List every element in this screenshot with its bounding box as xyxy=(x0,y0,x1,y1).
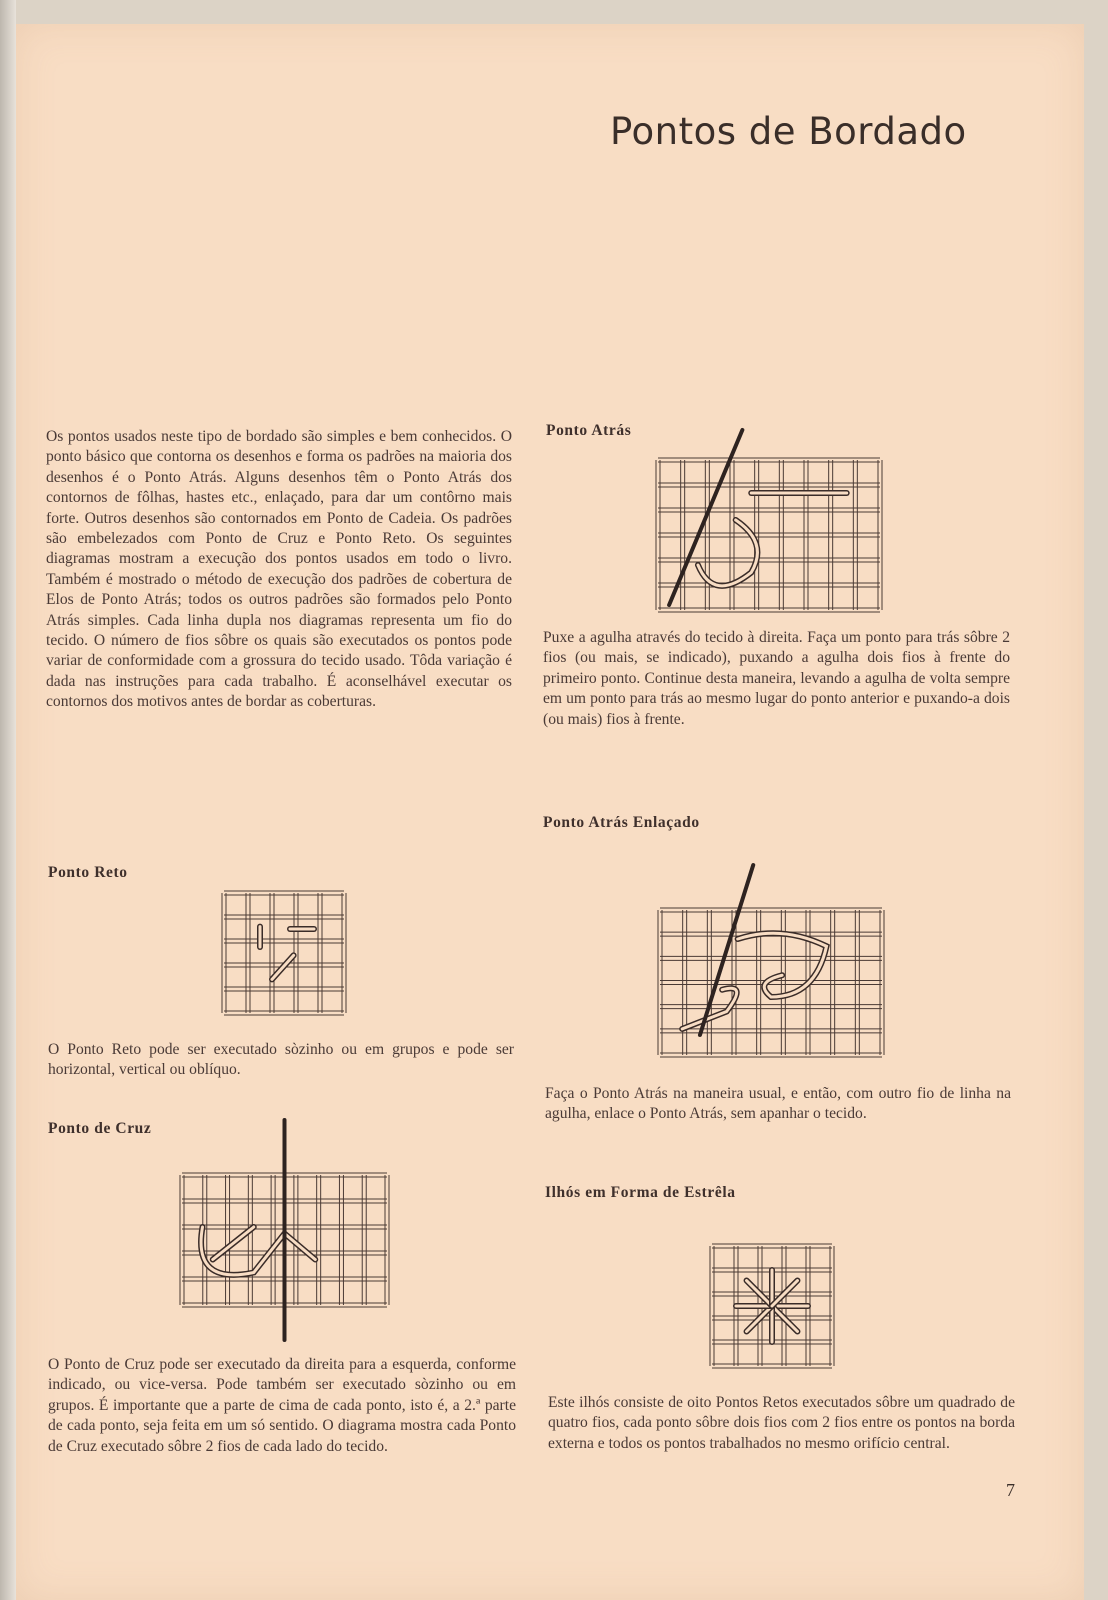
diagram-ilhos-estrela xyxy=(712,1246,832,1366)
fabric-grid xyxy=(222,891,346,1015)
heading-ponto-de-cruz: Ponto de Cruz xyxy=(48,1120,152,1137)
diagram-ponto-reto xyxy=(224,893,344,1013)
intro-paragraph: Os pontos usados neste tipo de bordado são simples e bem conhecidos. O ponto básico que contorna os desenhos e forma os padrões na maioria dos desenhos é o Ponto Atrás. Alguns desenhos têm o Ponto Atrás dos contornos de fôlhas, hastes etc., enlaçado, para dar um contôrno mais forte. Outros desenhos são contornados em Ponto de Cadeia. Os padrões são embelezados com Ponto de Cruz e Ponto Reto. Os seguintes diagramas mostram a execução dos pontos usados em todo o livro. Também é mostrado o método de execução dos padrões de cobertura de Elos de Ponto Atrás; todos os outros padrões são formados pelo Ponto Atrás simples. Cada linha dupla nos diagramas representa um fio do tecido. O número de fios sôbre os quais são executados os pontos pode variar de conformidade com a grossura do tecido usado. Tôda variação é dada nas instruções para cada trabalho. É aconselhável executar os contornos dos motivos antes de bordar as coberturas. xyxy=(46,428,512,711)
text-ponto-de-cruz: O Ponto de Cruz pode ser executado da direita para a esquerda, conforme indicado, ou vice-versa. Pode também ser executado sòzinho ou em grupos. É importante que a parte de cima de cada ponto, isto é, a 2.ª parte de cada ponto, seja feita em um só sentido. O diagrama mostra cada Ponto de Cruz executado sôbre 2 fios de cada lado do tecido. xyxy=(48,1356,516,1455)
page-number: 7 xyxy=(1006,1480,1015,1500)
scan-left-edge xyxy=(0,0,16,1600)
heading-ponto-atras-enlacado: Ponto Atrás Enlaçado xyxy=(543,814,700,831)
diagram-ponto-de-cruz xyxy=(182,1175,387,1305)
heading-ilhos-estrela: Ilhós em Forma de Estrêla xyxy=(545,1184,736,1201)
text-ponto-atras-enlacado: Faça o Ponto Atrás na maneira usual, e então, com outro fio de linha na agulha, enlace o Ponto Atrás, sem apanhar o tecido. xyxy=(545,1085,1011,1123)
heading-ponto-reto: Ponto Reto xyxy=(48,864,128,881)
page-title: Pontos de Bordado xyxy=(610,110,967,153)
fabric-grid xyxy=(656,458,882,612)
diagram-ponto-atras-enlacado xyxy=(660,910,882,1055)
heading-ponto-atras: Ponto Atrás xyxy=(546,422,632,439)
text-ilhos-estrela: Este ilhós consiste de oito Pontos Retos executados sôbre um quadrado de quatro fios, cada ponto sôbre dois fios com 2 fios entre os pontos na borda externa e todos os pontos trabalhados no mesmo orifício central. xyxy=(548,1394,1015,1452)
stitch-thread xyxy=(736,1270,808,1342)
text-ponto-atras: Puxe a agulha através do tecido à direita. Faça um ponto para trás sôbre 2 fios (ou mais, se indicado), puxando a agulha dois fios à frente do primeiro ponto. Continue desta maneira, levando a agulha de volta sempre em um ponto para trás ao mesmo lugar do ponto anterior e puxando-a dois (ou mais) fios à frente. xyxy=(543,629,1010,728)
text-ponto-reto: O Ponto Reto pode ser executado sòzinho ou em grupos e pode ser horizontal, vertical ou oblíquo. xyxy=(48,1041,514,1079)
diagram-ponto-atras xyxy=(658,460,880,610)
